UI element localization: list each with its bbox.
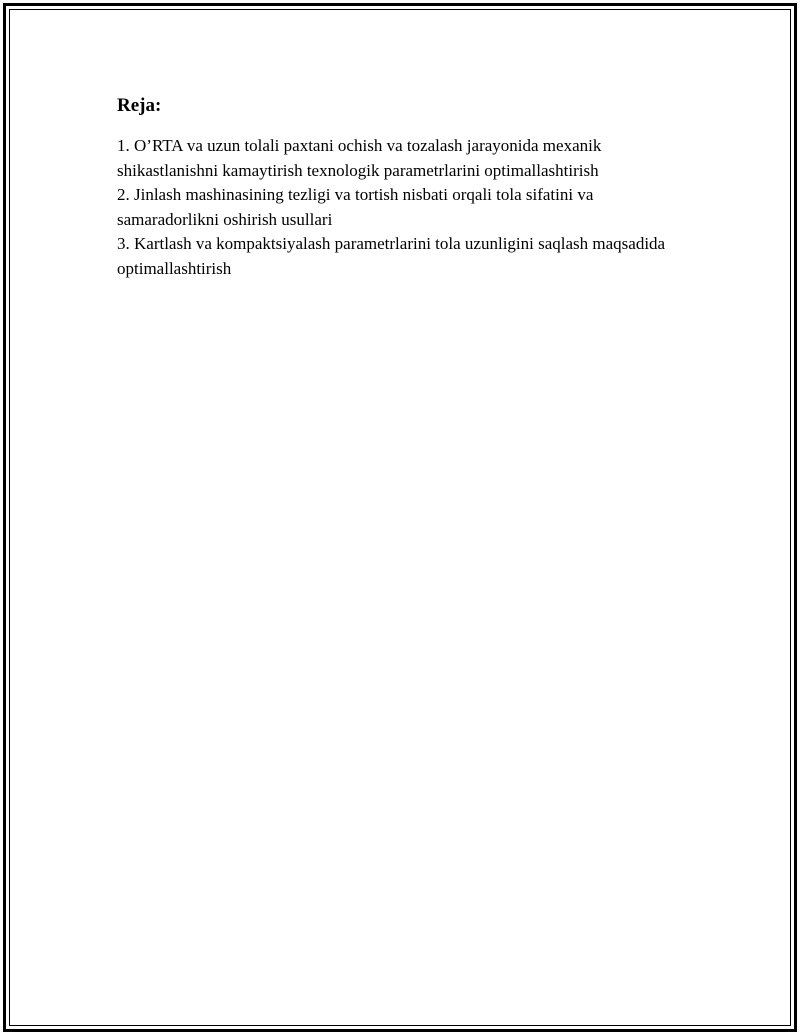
plan-heading: Reja: <box>117 95 162 116</box>
plan-item-2: 2. Jinlash mashinasining tezligi va tortish nisbati orqali tola sifatini va samaradorlikni oshirish usullari <box>117 185 594 229</box>
plan-list <box>117 134 677 281</box>
plan-item-1: 1. O’RTA va uzun tolali paxtani ochish va tozalash jarayonida mexanik shikastlanishni kamaytirish texnologik parametrlarini optimallashtirish <box>117 136 602 180</box>
document-content <box>117 94 677 281</box>
plan-item-3: 3. Kartlash va kompaktsiyalash parametrlarini tola uzunligini saqlash maqsadida optimallashtirish <box>117 234 666 278</box>
